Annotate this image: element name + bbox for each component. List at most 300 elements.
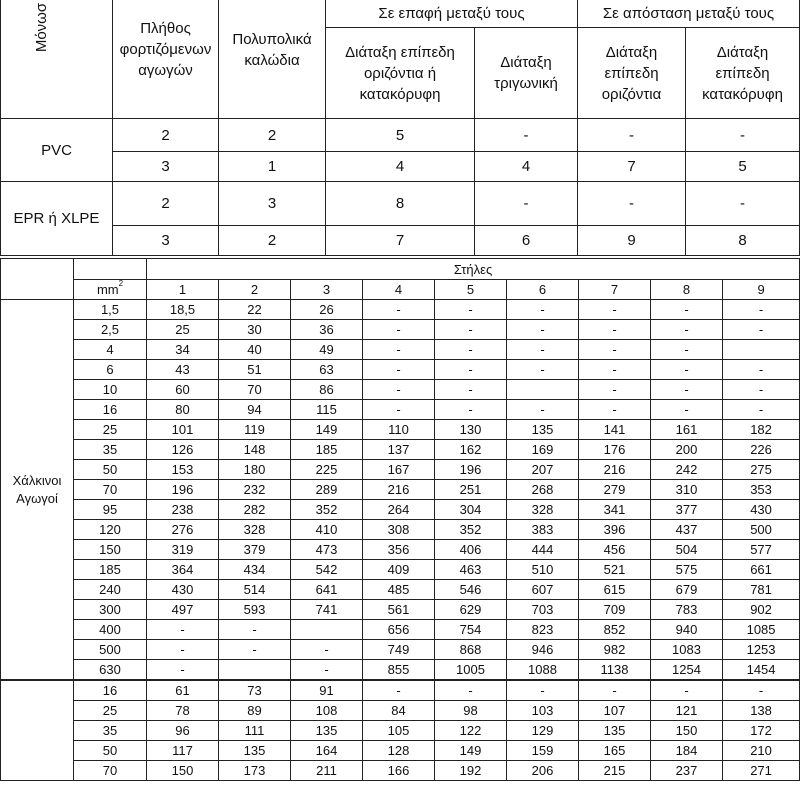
table-cell: 242 [651,460,723,480]
table-cell: - [723,320,800,340]
table-cell: 504 [651,540,723,560]
table-cell: 3 [113,152,219,182]
table-cell: 823 [507,620,579,640]
table-cell: 319 [147,540,219,560]
table-row [1,660,800,681]
table-cell: 61 [147,680,219,701]
table-cell: 110 [363,420,435,440]
table-row [1,380,800,400]
table-cell: 2 [219,119,326,152]
copper-conductors-group: Χάλκινοι Αγωγοί [1,300,74,681]
table-cell: - [507,680,579,701]
table-row [1,400,800,420]
table-cell: 430 [723,500,800,520]
cross-section-cell: 16 [74,680,147,701]
table-cell: - [651,300,723,320]
table-cell: 141 [579,420,651,440]
table-cell: - [651,380,723,400]
table-cell: 276 [147,520,219,540]
columns-header: Στήλες [147,259,800,280]
table-cell: 1253 [723,640,800,660]
table-cell: 148 [219,440,291,460]
table-cell: 129 [507,721,579,741]
table-row [1,300,800,320]
table-row [1,560,800,580]
table-cell: 128 [363,741,435,761]
table-cell: 275 [723,460,800,480]
table-cell: 226 [723,440,800,460]
table-cell: 169 [507,440,579,460]
cross-section-cell: 240 [74,580,147,600]
cross-section-cell: 95 [74,500,147,520]
flat-arrangement-header: Διάταξη επίπεδη οριζόντια ή κατακόρυφη [326,28,475,119]
table-cell: 8 [326,182,475,226]
table-cell: 215 [579,761,651,781]
table-cell: 138 [723,701,800,721]
table-row [1,741,800,761]
empty-corner-cell [1,259,74,300]
cross-section-cell: 150 [74,540,147,560]
table-cell: 615 [579,580,651,600]
table-cell: 150 [147,761,219,781]
table-row [1,701,800,721]
table-cell: - [507,300,579,320]
table-cell: 754 [435,620,507,640]
table-cell: 434 [219,560,291,580]
table-cell: 781 [723,580,800,600]
table-cell: 237 [651,761,723,781]
column-number-9: 9 [723,280,800,300]
table-cell: 122 [435,721,507,741]
cross-section-cell: 300 [74,600,147,620]
table-row [1,340,800,360]
table-cell: 783 [651,600,723,620]
table-cell: 135 [579,721,651,741]
table-cell: 430 [147,580,219,600]
table-cell: - [579,340,651,360]
table-cell: 855 [363,660,435,681]
table-cell: 1088 [507,660,579,681]
column-number-4: 4 [363,280,435,300]
table-cell: 126 [147,440,219,460]
table-cell: - [219,640,291,660]
table-cell: 364 [147,560,219,580]
column-number-8: 8 [651,280,723,300]
table-cell: 135 [291,721,363,741]
table-cell: 1454 [723,660,800,681]
table-row [1,761,800,781]
table-cell: 176 [579,440,651,460]
table-cell: 162 [435,440,507,460]
table-cell: 629 [435,600,507,620]
cross-section-cell: 70 [74,761,147,781]
table-cell: 63 [291,360,363,380]
table-cell: 78 [147,701,219,721]
table-cell: 159 [507,741,579,761]
table-cell: 641 [291,580,363,600]
table-cell: 444 [507,540,579,560]
table-cell: 89 [219,701,291,721]
table-cell: 377 [651,500,723,520]
table-cell: - [435,380,507,400]
table-row [1,520,800,540]
table-cell: 456 [579,540,651,560]
table-cell: 251 [435,480,507,500]
distance-group-header: Σε απόσταση μεταξύ τους [578,0,800,28]
table-cell: 437 [651,520,723,540]
table-cell: - [363,300,435,320]
table-cell: - [435,400,507,420]
table-cell: 196 [435,460,507,480]
table-cell: - [579,360,651,380]
table-cell: 510 [507,560,579,580]
table-row [1,540,800,560]
table-cell: 409 [363,560,435,580]
table-cell: 982 [579,640,651,660]
table-cell: 103 [507,701,579,721]
multicore-header: Πολυπολικά καλώδια [219,0,326,119]
table-cell: 172 [723,721,800,741]
column-number-6: 6 [507,280,579,300]
table-cell: - [651,320,723,340]
table-cell: 192 [435,761,507,781]
table-cell: 410 [291,520,363,540]
table-cell: 173 [219,761,291,781]
table-cell: 101 [147,420,219,440]
table-cell: 279 [579,480,651,500]
table-cell: 341 [579,500,651,520]
table-cell: 946 [507,640,579,660]
table-cell: - [475,182,578,226]
table-cell: 940 [651,620,723,640]
cross-section-cell: 2,5 [74,320,147,340]
table-cell: 3 [219,182,326,226]
table-cell: - [507,400,579,420]
cross-section-cell: 50 [74,460,147,480]
table-cell [507,380,579,400]
table-cell: 9 [578,226,686,256]
table-cell: 73 [219,680,291,701]
table-cell: - [651,400,723,420]
table-row [1,440,800,460]
table-cell: 225 [291,460,363,480]
table-cell: 497 [147,600,219,620]
table-cell: 268 [507,480,579,500]
cross-section-cell: 630 [74,660,147,681]
empty-header-cell [74,259,147,280]
table-cell: 135 [219,741,291,761]
table-cell: 98 [435,701,507,721]
table-cell: 40 [219,340,291,360]
table-row [1,320,800,340]
table-cell: 383 [507,520,579,540]
table-row [1,640,800,660]
table-cell: - [147,660,219,681]
table-cell: - [723,380,800,400]
table-cell: - [723,400,800,420]
table-cell: - [291,640,363,660]
table-cell: - [579,300,651,320]
table-cell: 130 [435,420,507,440]
table-cell: - [723,680,800,701]
table-cell: 135 [507,420,579,440]
table-cell: - [651,360,723,380]
table-cell: 108 [291,701,363,721]
table-cell: 514 [219,580,291,600]
table-cell: 575 [651,560,723,580]
table-cell: 521 [579,560,651,580]
table-cell: - [507,340,579,360]
table-cell: 352 [435,520,507,540]
table-cell: 164 [291,741,363,761]
table-cell: 51 [219,360,291,380]
table-cell: - [579,680,651,701]
cross-section-cell: 6 [74,360,147,380]
table-row [1,360,800,380]
table-cell: 165 [579,741,651,761]
table-cell: - [219,620,291,640]
table-cell: - [578,119,686,152]
table-cell: 121 [651,701,723,721]
table-cell: 282 [219,500,291,520]
table-cell: 216 [363,480,435,500]
cross-section-cell: 35 [74,721,147,741]
table-row [1,721,800,741]
table-cell: 2 [113,119,219,152]
table-cell: 703 [507,600,579,620]
table-cell: 111 [219,721,291,741]
table-cell: 4 [475,152,578,182]
table-cell: 8 [686,226,800,256]
table-cell: 4 [326,152,475,182]
table-cell: - [507,320,579,340]
cross-section-cell: 70 [74,480,147,500]
table-cell: 577 [723,540,800,560]
table-cell: 18,5 [147,300,219,320]
contact-group-header: Σε επαφή μεταξύ τους [326,0,578,28]
table-cell: 1138 [579,660,651,681]
table-cell: 7 [326,226,475,256]
table-cell: 607 [507,580,579,600]
table-cell: - [579,320,651,340]
table-cell: - [435,360,507,380]
table-cell: - [723,300,800,320]
table-cell: 161 [651,420,723,440]
unit-header [74,280,147,300]
cross-section-cell: 185 [74,560,147,580]
trefoil-arrangement-header: Διάταξη τριγωνική [475,28,578,119]
table-cell: 406 [435,540,507,560]
table-cell: - [579,400,651,420]
table-cell: 542 [291,560,363,580]
table-row [1,460,800,480]
table-cell: - [363,380,435,400]
table-cell: 25 [147,320,219,340]
table-cell: 49 [291,340,363,360]
table-cell [291,620,363,640]
table-cell: 328 [219,520,291,540]
table-cell: 211 [291,761,363,781]
cross-section-cell: 400 [74,620,147,640]
cross-section-cell: 50 [74,741,147,761]
table-cell: 232 [219,480,291,500]
cross-section-cell: 10 [74,380,147,400]
table-cell: 149 [291,420,363,440]
table-cell: 167 [363,460,435,480]
table-cell: 902 [723,600,800,620]
table-cell: 70 [219,380,291,400]
table-row [1,620,800,640]
column-number-7: 7 [579,280,651,300]
column-number-3: 3 [291,280,363,300]
table-cell: 96 [147,721,219,741]
cable-arrangement-table [0,0,800,256]
table-cell: 206 [507,761,579,781]
table-cell: 117 [147,741,219,761]
table-cell: 137 [363,440,435,460]
table-cell: 485 [363,580,435,600]
table-cell: - [363,360,435,380]
table-cell: 26 [291,300,363,320]
table-cell: - [435,320,507,340]
insulation-header [1,0,113,119]
table-cell: - [435,300,507,320]
table-cell: - [147,620,219,640]
table-cell: 5 [326,119,475,152]
table-cell: 741 [291,600,363,620]
table-cell: 34 [147,340,219,360]
conductors-count-header: Πλήθος φορτιζόμενων αγωγών [113,0,219,119]
table-cell [219,660,291,681]
table-cell: 107 [579,701,651,721]
cross-section-cell: 4 [74,340,147,360]
current-capacity-table [0,258,800,781]
table-cell: 5 [686,152,800,182]
table-cell: 115 [291,400,363,420]
insulation-epr-xlpe: EPR ή XLPE [1,182,113,256]
table-cell: 396 [579,520,651,540]
second-conductors-group [1,680,74,781]
table-cell: - [147,640,219,660]
table-cell: 473 [291,540,363,560]
table-cell: 2 [219,226,326,256]
table-cell: - [363,680,435,701]
table-cell: - [435,680,507,701]
table-cell: 36 [291,320,363,340]
table-cell: - [507,360,579,380]
cross-section-cell: 16 [74,400,147,420]
table-cell: 463 [435,560,507,580]
table-cell: 310 [651,480,723,500]
table-cell: 500 [723,520,800,540]
table-cell: 7 [578,152,686,182]
table-cell: 149 [435,741,507,761]
table-cell: 1005 [435,660,507,681]
table-cell: 271 [723,761,800,781]
cross-section-cell: 500 [74,640,147,660]
cross-section-cell: 1,5 [74,300,147,320]
cross-section-cell: 35 [74,440,147,460]
table-cell: 43 [147,360,219,380]
table-cell: 86 [291,380,363,400]
cross-section-cell: 25 [74,420,147,440]
table-cell: 308 [363,520,435,540]
table-cell: 661 [723,560,800,580]
table-row [1,580,800,600]
table-cell: 328 [507,500,579,520]
table-cell: 185 [291,440,363,460]
table-cell: - [686,182,800,226]
table-cell: - [291,660,363,681]
table-cell: 304 [435,500,507,520]
table-cell: - [363,340,435,360]
table-cell: 6 [475,226,578,256]
table-cell: - [578,182,686,226]
table-cell: 196 [147,480,219,500]
table-cell: 94 [219,400,291,420]
vertical-arrangement-header: Διάταξη επίπεδη κατακόρυφη [686,28,800,119]
table-cell: - [723,360,800,380]
table-cell: 182 [723,420,800,440]
table-cell: 356 [363,540,435,560]
table-cell: 150 [651,721,723,741]
table-cell: - [651,680,723,701]
table-cell: 352 [291,500,363,520]
table-cell: 210 [723,741,800,761]
table-cell: 207 [507,460,579,480]
unit-label: mm [96,282,119,297]
table-cell: 84 [363,701,435,721]
table-cell: 22 [219,300,291,320]
table-cell: 561 [363,600,435,620]
table-cell: - [651,340,723,360]
table-cell: 105 [363,721,435,741]
cross-section-cell: 120 [74,520,147,540]
table-cell: 3 [113,226,219,256]
table-cell: 379 [219,540,291,560]
table-row [1,500,800,520]
table-cell: 180 [219,460,291,480]
table-cell: 868 [435,640,507,660]
table-cell: 656 [363,620,435,640]
table-cell: 1254 [651,660,723,681]
table-cell: 709 [579,600,651,620]
table-cell: 238 [147,500,219,520]
table-cell: 216 [579,460,651,480]
table-cell: 353 [723,480,800,500]
insulation-pvc: PVC [1,119,113,182]
cross-section-cell: 25 [74,701,147,721]
table-cell: - [579,380,651,400]
table-cell: - [435,340,507,360]
table-cell: 200 [651,440,723,460]
table-cell: 91 [291,680,363,701]
table-cell: 166 [363,761,435,781]
table-cell: 153 [147,460,219,480]
table-cell: 2 [113,182,219,226]
table-cell: 30 [219,320,291,340]
table-row [1,600,800,620]
table-cell: 679 [651,580,723,600]
unit-superscript: 2 [118,279,124,288]
column-number-2: 2 [219,280,291,300]
table-cell: 60 [147,380,219,400]
table-cell: 289 [291,480,363,500]
horizontal-arrangement-header: Διάταξη επίπεδη οριζόντια [578,28,686,119]
column-number-1: 1 [147,280,219,300]
table-cell: - [363,400,435,420]
table-cell: 264 [363,500,435,520]
